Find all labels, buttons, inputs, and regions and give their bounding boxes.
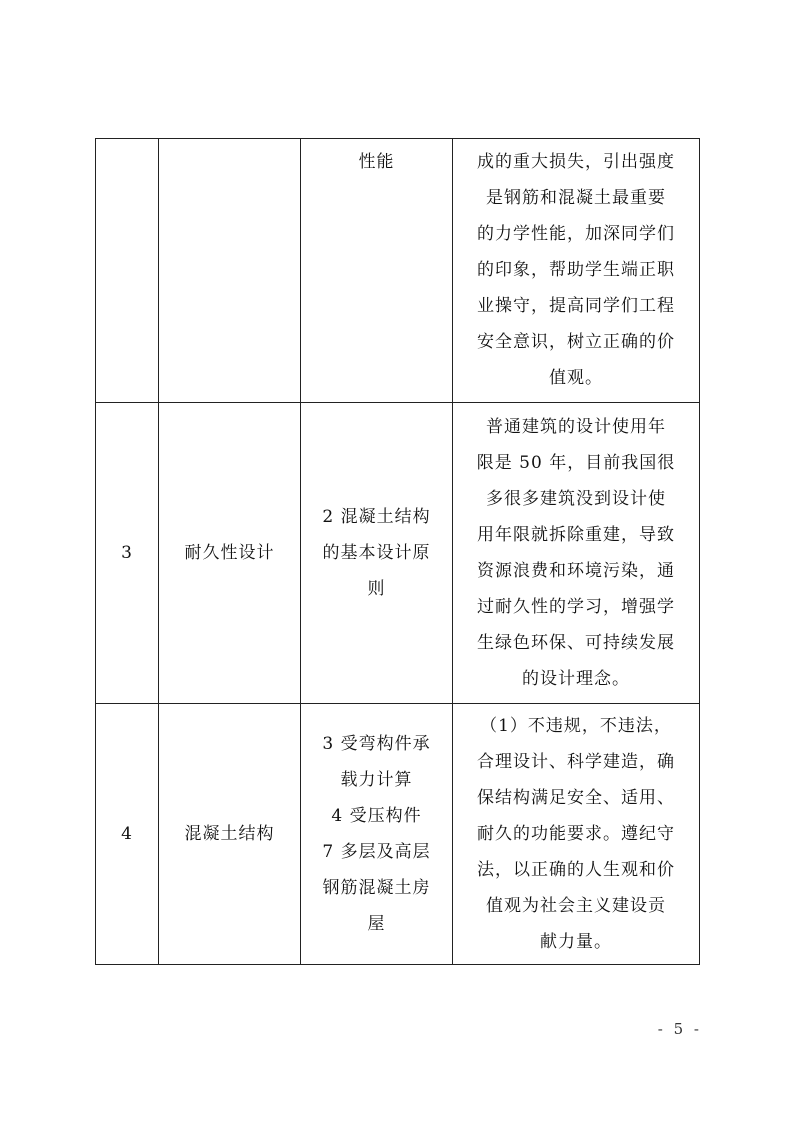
content-line: 值观。 — [549, 368, 603, 388]
row-number: 3 — [121, 543, 133, 563]
chapter-line: 载力计算 — [340, 770, 413, 790]
topic-cell — [159, 139, 301, 403]
content-line: 献力量。 — [540, 932, 612, 952]
row-number-cell — [96, 403, 159, 704]
chapter-line: 钢筋混凝土房 — [322, 878, 431, 898]
content-line: 法，以正确的人生观和价 — [477, 860, 675, 880]
content-line: （1）不违规，不违法， — [480, 716, 672, 736]
content-line: 是钢筋和混凝土最重要 — [486, 188, 666, 208]
content-line: 用年限就拆除重建，导致 — [477, 525, 675, 545]
chapter-line: 7 多层及高层 — [322, 842, 431, 862]
table-row — [96, 403, 700, 704]
chapter-line: 性能 — [358, 152, 395, 172]
chapter-cell — [301, 139, 453, 403]
content-line: 多很多建筑没到设计使 — [486, 489, 666, 509]
chapter-line: 则 — [367, 579, 386, 599]
content-line: 的印象，帮助学生端正职 — [477, 260, 675, 280]
content-line: 成的重大损失，引出强度 — [477, 152, 675, 172]
topic-text: 耐久性设计 — [184, 543, 275, 563]
chapter-cell — [301, 704, 453, 965]
content-line: 合理设计、科学建造，确 — [477, 752, 675, 772]
chapter-line: 的基本设计原 — [322, 543, 431, 563]
content-line: 业操守，提高同学们工程 — [477, 296, 675, 316]
content-cell — [453, 704, 700, 965]
topic-cell — [159, 403, 301, 704]
content-line: 生绿色环保、可持续发展 — [477, 633, 675, 653]
row-number-cell — [96, 704, 159, 965]
content-line: 值观为社会主义建设贡 — [486, 896, 666, 916]
row-number-cell — [96, 139, 159, 403]
content-line: 过耐久性的学习，增强学 — [477, 597, 675, 617]
chapter-line: 3 受弯构件承 — [322, 734, 431, 754]
content-line: 普通建筑的设计使用年 — [486, 417, 666, 437]
row-number: 4 — [121, 824, 133, 844]
content-line: 安全意识，树立正确的价 — [477, 332, 675, 352]
course-table — [95, 138, 700, 965]
chapter-line: 屋 — [367, 914, 386, 934]
chapter-line: 4 受压构件 — [331, 806, 422, 826]
topic-cell — [159, 704, 301, 965]
table-row — [96, 704, 700, 965]
content-line: 耐久的功能要求。遵纪守 — [477, 824, 675, 844]
content-cell — [453, 403, 700, 704]
content-line: 限是 50 年，目前我国很 — [476, 453, 676, 473]
chapter-cell — [301, 403, 453, 704]
topic-text: 混凝土结构 — [184, 824, 275, 844]
chapter-line: 2 混凝土结构 — [322, 507, 431, 527]
table-row — [96, 139, 700, 403]
content-line: 保结构满足安全、适用、 — [477, 788, 675, 808]
content-cell — [453, 139, 700, 403]
page-number: - 5 - — [657, 1020, 702, 1038]
content-line: 的设计理念。 — [522, 669, 630, 689]
content-line: 的力学性能，加深同学们 — [477, 224, 675, 244]
content-line: 资源浪费和环境污染，通 — [477, 561, 675, 581]
